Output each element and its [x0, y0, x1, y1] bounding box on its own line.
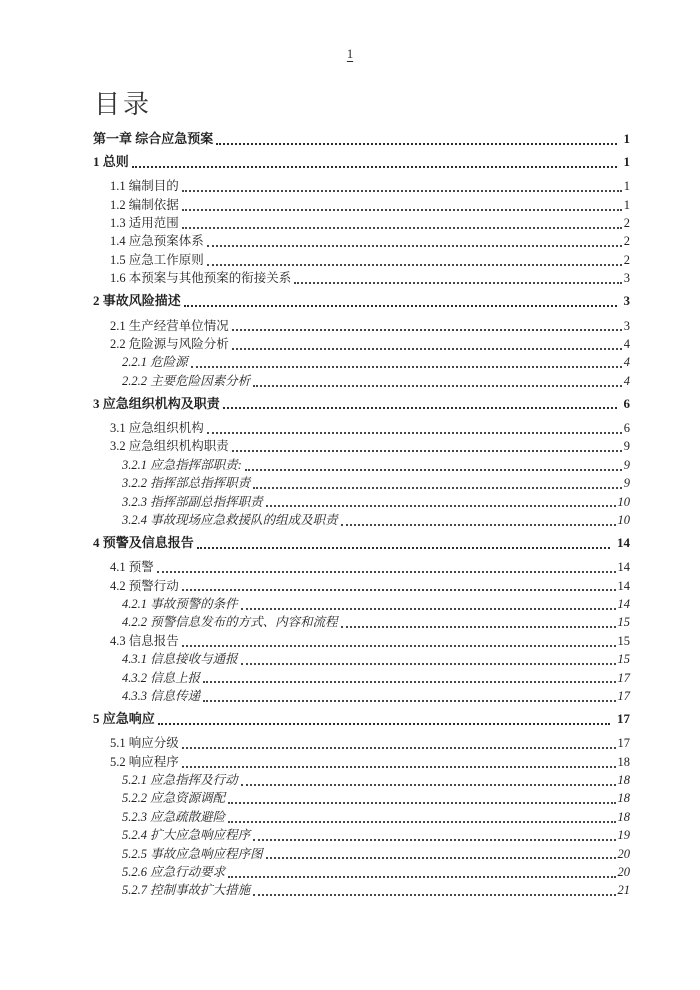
toc-dot-leader [182, 589, 616, 591]
toc-entry-label: 4.3.2 信息上报 [122, 670, 201, 685]
toc-dot-leader [158, 723, 610, 725]
toc-dot-leader [184, 305, 617, 307]
toc-dot-leader [207, 264, 622, 266]
toc-entry-label: 1.3 适用范围 [110, 216, 179, 231]
toc-dot-leader [241, 663, 616, 665]
toc-entry [93, 474, 630, 492]
toc-entry-page: 17 [617, 736, 630, 751]
toc-entry [93, 632, 630, 650]
toc-entry-label: 1.1 编制目的 [110, 179, 179, 194]
toc-dot-leader [182, 747, 616, 749]
toc-dot-leader [341, 524, 616, 526]
toc-entry-label: 3.2.1 应急指挥部职责: [122, 457, 242, 472]
toc-entry [93, 710, 630, 728]
toc-entry-label: 3.2.3 指挥部副总指挥职责 [122, 494, 263, 509]
toc-entry-page: 14 [617, 596, 630, 611]
toc-dot-leader [294, 282, 621, 284]
toc-dot-leader [245, 469, 622, 471]
toc-entry [93, 292, 630, 310]
toc-dot-leader [266, 857, 616, 859]
toc-entry-label: 第一章 综合应急预案 [93, 130, 214, 146]
toc-entry-page: 18 [617, 754, 630, 769]
toc-dot-leader [232, 348, 622, 350]
toc-entry-label: 2.2.1 危险源 [122, 355, 188, 370]
toc-entry [93, 808, 630, 826]
toc-entry-page: 2 [623, 234, 630, 249]
toc-entry [93, 493, 630, 511]
toc-entry [93, 650, 630, 668]
toc-entry [93, 232, 630, 250]
toc-entry [93, 826, 630, 844]
toc-entry-page: 3 [623, 318, 630, 333]
toc-dot-leader [207, 432, 622, 434]
toc-entry-page: 20 [617, 846, 630, 861]
toc-dot-leader [182, 209, 622, 211]
toc-list [93, 130, 630, 900]
toc-entry [93, 372, 630, 390]
toc-entry [93, 130, 630, 148]
toc-entry-page: 6 [623, 420, 630, 435]
toc-entry-page: 1 [623, 179, 630, 194]
toc-entry [93, 687, 630, 705]
toc-entry-label: 3.2.4 事故现场应急救援队的组成及职责 [122, 512, 338, 527]
toc-entry-label: 3.1 应急组织机构 [110, 420, 204, 435]
toc-entry [93, 353, 630, 371]
toc-entry [93, 196, 630, 214]
toc-entry-label: 5 应急响应 [93, 710, 155, 726]
toc-entry-page: 17 [617, 670, 630, 685]
toc-entry [93, 437, 630, 455]
toc-entry [93, 251, 630, 269]
toc-entry [93, 881, 630, 899]
toc-entry-label: 3.2 应急组织机构职责 [110, 439, 229, 454]
toc-dot-leader [253, 487, 622, 489]
toc-entry-label: 1 总则 [93, 153, 129, 169]
toc-entry-label: 2 事故风险描述 [93, 293, 181, 309]
toc-entry [93, 511, 630, 529]
toc-entry-page: 14 [617, 534, 630, 550]
toc-entry-page: 3 [623, 293, 630, 309]
toc-entry [93, 269, 630, 287]
toc-dot-leader [266, 505, 616, 507]
toc-entry-label: 4.1 预警 [110, 560, 154, 575]
page-number [0, 47, 700, 62]
toc-dot-leader [182, 190, 622, 192]
toc-entry-label: 2.2 危险源与风险分析 [110, 336, 229, 351]
toc-dot-leader [253, 385, 622, 387]
toc-dot-leader [132, 166, 617, 168]
toc-entry-label: 2.1 生产经营单位情况 [110, 318, 229, 333]
toc-entry-page: 2 [623, 252, 630, 267]
toc-entry-page: 19 [617, 828, 630, 843]
toc-entry-label: 1.2 编制依据 [110, 197, 179, 212]
toc-entry [93, 595, 630, 613]
toc-entry-label: 4.3 信息报告 [110, 633, 179, 648]
toc-entry-page: 3 [623, 271, 630, 286]
toc-entry-label: 5.2.6 应急行动要求 [122, 864, 226, 879]
toc-dot-leader [182, 227, 622, 229]
toc-entry-page: 9 [623, 476, 630, 491]
toc-entry [93, 335, 630, 353]
toc-entry-page: 21 [617, 883, 630, 898]
toc-entry-page: 18 [617, 809, 630, 824]
toc-dot-leader [197, 547, 610, 549]
toc-dot-leader [341, 626, 616, 628]
toc-entry-label: 5.2 响应程序 [110, 754, 179, 769]
toc-entry [93, 753, 630, 771]
toc-entry-page: 1 [623, 197, 630, 212]
toc-entry [93, 395, 630, 413]
toc-entry-page: 4 [623, 373, 630, 388]
toc-entry-page: 9 [623, 439, 630, 454]
toc-entry [93, 214, 630, 232]
toc-entry-label: 1.5 应急工作原则 [110, 252, 204, 267]
toc-entry [93, 177, 630, 195]
toc-dot-leader [253, 894, 615, 896]
toc-entry-label: 1.4 应急预案体系 [110, 234, 204, 249]
toc-entry-page: 4 [623, 336, 630, 351]
toc-entry-page: 17 [617, 710, 630, 726]
toc-entry [93, 419, 630, 437]
toc-entry-label: 5.2.4 扩大应急响应程序 [122, 828, 251, 843]
toc-entry [93, 456, 630, 474]
toc-entry-page: 14 [617, 578, 630, 593]
toc-entry [93, 317, 630, 335]
toc-dot-leader [157, 571, 616, 573]
toc-entry-label: 5.1 响应分级 [110, 736, 179, 751]
toc-dot-leader [182, 645, 616, 647]
toc-entry-page: 9 [623, 457, 630, 472]
toc-entry-label: 4.3.1 信息接收与通报 [122, 652, 238, 667]
toc-dot-leader [228, 876, 615, 878]
toc-entry [93, 613, 630, 631]
toc-dot-leader [241, 608, 616, 610]
toc-entry-page: 18 [617, 772, 630, 787]
toc-entry [93, 577, 630, 595]
toc-entry-label: 4.2.1 事故预警的条件 [122, 596, 238, 611]
toc-entry-label: 5.2.3 应急疏散避险 [122, 809, 226, 824]
toc-dot-leader [207, 245, 622, 247]
toc-dot-leader [241, 784, 616, 786]
toc-entry [93, 863, 630, 881]
toc-entry-label: 5.2.2 应急资源调配 [122, 791, 226, 806]
toc-entry [93, 789, 630, 807]
toc-dot-leader [228, 802, 615, 804]
toc-entry-page: 10 [617, 494, 630, 509]
toc-entry [93, 734, 630, 752]
toc-entry-label: 3 应急组织机构及职责 [93, 395, 220, 411]
toc-entry-label: 2.2.2 主要危险因素分析 [122, 373, 251, 388]
toc-entry-page: 15 [617, 652, 630, 667]
toc-dot-leader [232, 450, 622, 452]
toc-entry-label: 4.3.3 信息传递 [122, 688, 201, 703]
toc-entry-page: 15 [617, 615, 630, 630]
toc-entry-page: 6 [623, 395, 630, 411]
toc-entry-page: 20 [617, 864, 630, 879]
toc-entry-page: 1 [623, 153, 630, 169]
toc-entry-label: 4 预警及信息报告 [93, 534, 194, 550]
toc-entry-label: 3.2.2 指挥部总指挥职责 [122, 476, 251, 491]
toc-dot-leader [253, 839, 615, 841]
toc-entry-label: 1.6 本预案与其他预案的衔接关系 [110, 271, 292, 286]
toc-entry-label: 5.2.5 事故应急响应程序图 [122, 846, 263, 861]
toc-entry [93, 669, 630, 687]
toc-entry-label: 5.2.7 控制事故扩大措施 [122, 883, 251, 898]
toc-dot-leader [203, 700, 615, 702]
toc-dot-leader [191, 366, 622, 368]
toc-entry [93, 771, 630, 789]
toc-entry-label: 4.2 预警行动 [110, 578, 179, 593]
page-number-value: 1 [346, 47, 354, 61]
toc-entry-page: 2 [623, 216, 630, 231]
toc-entry [93, 845, 630, 863]
toc-entry-page: 1 [623, 130, 630, 146]
toc-entry [93, 153, 630, 171]
toc-entry-label: 4.2.2 预警信息发布的方式、内容和流程 [122, 615, 338, 630]
toc-entry [93, 558, 630, 576]
toc-dot-leader [232, 329, 622, 331]
toc-title: 目录 [94, 89, 153, 119]
toc-entry-label: 5.2.1 应急指挥及行动 [122, 772, 238, 787]
toc-dot-leader [203, 681, 615, 683]
toc-entry-page: 10 [617, 512, 630, 527]
toc-entry-page: 18 [617, 791, 630, 806]
toc-entry-page: 17 [617, 688, 630, 703]
toc-dot-leader [182, 766, 616, 768]
toc-dot-leader [228, 821, 615, 823]
toc-entry-page: 14 [617, 560, 630, 575]
toc-entry-page: 15 [617, 633, 630, 648]
toc-entry [93, 534, 630, 552]
toc-dot-leader [223, 407, 617, 409]
toc-entry-page: 4 [623, 355, 630, 370]
toc-dot-leader [216, 143, 616, 145]
